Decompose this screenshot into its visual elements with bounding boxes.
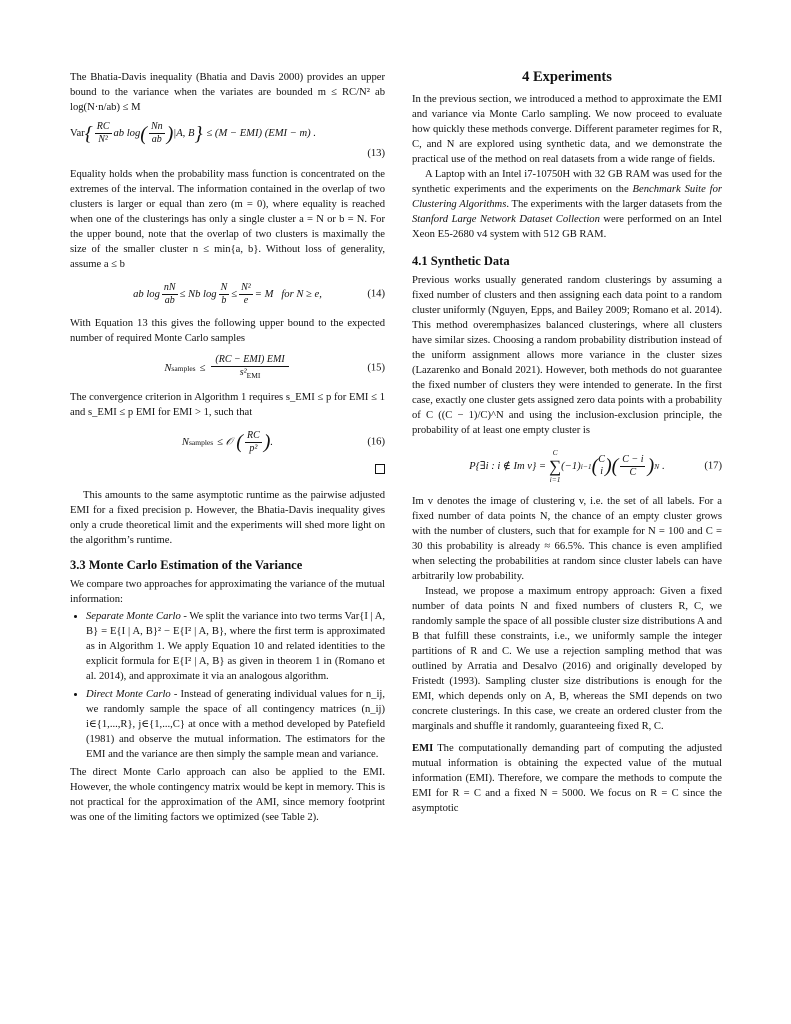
bullet-title: Direct Monte Carlo	[86, 689, 171, 700]
eq15-number: (15)	[367, 362, 385, 374]
eq15-lhs-sub: samples	[171, 363, 196, 373]
eq17-term: (−1)	[561, 460, 581, 472]
eq16-rel: ≤ 𝒪	[217, 436, 233, 448]
paragraph-eq13-bound: With Equation 13 this gives the following upper bound to the expected number of required Monte Carlo samples	[70, 318, 385, 344]
equation-13: Var { $\frac{RC}{\text{N²}}$ ab log ( $\frac{Nn}{ab}$ ) |A, B } ≤ (M − EMI) (EMI − m) . (13)	[70, 121, 385, 159]
benchmark-suite-link: Benchmark Suite for Clustering Algorithms	[412, 184, 722, 210]
paragraph-equality: Equality holds when the probability mass function is concentrated on the extremes of the interval. The information contained in the overlap of two clusters is larger or equal than zero (m = 0), where equality is reached when one of the clusterings has only a single cluster a = N or b = N. For the upper bound, note that the overlap of two clusters is maximally the size of the smaller cluster n ≤ min{a, b}. Without loss of generality, assume a ≤ b	[70, 169, 385, 270]
eq14-number: (14)	[367, 288, 385, 300]
eq13-number: (13)	[367, 148, 385, 159]
eq17-sum: C ∑ i=1	[549, 447, 562, 484]
bullet-text: - Instead of generating individual values for n_ij, we randomly sample the space of all contingency matrices (n_ij) i∈{1,...,R}, j∈{1,...,C} at once with a method developed by Patefield (1981) and observe the mutual information. The estimators for the EMI and the variance are then simply the sample mean and variance.	[86, 689, 385, 760]
eq13-mid: ab log	[113, 128, 141, 139]
equation-14	[70, 278, 385, 310]
paragraph-runtime: This amounts to the same asymptotic runtime as the pairwise adjusted EMI for a fixed precision p. However, the Bhatia-Davis inequality gives only a crude theoretical limit and the experiments will shed more light on the algorithm’s runtime.	[70, 490, 385, 546]
eq14-frac2: $\frac{N}{b}$	[220, 281, 228, 306]
eq13-rhs: ≤ (M − EMI) (EMI − m) .	[206, 128, 316, 139]
eq14-frac3: $\frac{\text{N²}}{e}$	[241, 281, 251, 306]
paragraph-compare: We compare two approaches for approximating the variance of the mutual information:	[70, 579, 385, 605]
list-item	[86, 609, 385, 684]
paragraph-bhatia-intro: The Bhatia-Davis inequality (Bhatia and Davis 2000) provides an upper bound to the variance when the variates are bounded m ≤ RC/N² ab log(N·n/ab) ≤ M	[70, 72, 385, 113]
eq17-lhs: P{∃i : i ∉ Im v} =	[469, 460, 547, 472]
eq17-number: (17)	[704, 460, 722, 472]
paragraph-synthetic: Previous works usually generated random clusterings by assuming a fixed number of clusters and then assigning each data point to a random cluster uniformly (Nguyen, Epps, and Bailey 2009; Romano et al. 2014). This method overemphasizes balanced clusterings, where all clusters have similar sizes. Choosing a random probability distribution instead of the uniform assignment allows more variance in the cluster sizes (Lazarenko and Bonald 2021). However, both methods do not guarantee the fixed number of clusters they were intended to generate. In the first case, exactly one cluster gets assigned zero data points with a probability of C ((C − 1)/C)^N and using the inclusion-exclusion principle, the probability of at least one empty cluster is	[412, 275, 722, 436]
left-column	[70, 70, 385, 825]
eq14-tail: = M for N ≥ e,	[254, 288, 322, 300]
section-4-1-title: 4.1 Synthetic Data	[412, 254, 510, 268]
section-3-3-title: 3.3 Monte Carlo Estimation of the Variance	[70, 558, 303, 572]
paragraph-image: Im v denotes the image of clustering v, i.e. the set of all labels. For a fixed number of data points N, the chance of an empty cluster grows with the number of clusters, such that for example for N = 100 and C = 30 this probability is already ≈ 66.5%. This chance is even amplified when selecting the probabilities at random since cluster labels can have arbitrarily low probability.	[412, 496, 722, 582]
eq13-cond: |A, B	[173, 128, 195, 139]
qed-box	[70, 464, 385, 474]
right-column	[412, 70, 722, 816]
eq13-lhs: Var	[70, 128, 85, 139]
eq16-tail: .	[270, 436, 274, 448]
eq16-number: (16)	[367, 436, 385, 448]
paragraph-emi: EMI The computationally demanding part of computing the adjusted mutual information is obtaining the expected value of the mutual information (EMI). Therefore, we compare the methods to compute the EMI for R = C and a fixed N = 5000. We focus on R = C since the asymptotic	[412, 743, 722, 814]
eq14-lead: ab log	[133, 288, 160, 300]
eq16-frac: $\frac{RC}{\text{p²}}$	[246, 429, 260, 454]
paragraph-convergence: The convergence criterion in Algorithm 1 requires s_EMI ≤ p for EMI ≤ 1 and s_EMI ≤ p EMI for EMI > 1, such that	[70, 392, 385, 418]
paragraph-direct: The direct Monte Carlo approach can also be applied to the EMI. However, the whole contingency matrix would be kept in memory. This is not practical for the approximation of the AMI, since memory footprint was one of the limiting factors we optimized (see Table 2).	[70, 767, 385, 823]
bullet-text: - We split the variance into two terms Var{I | A, B} = E{I | A, B}² − E{I² | A, B}, where the first term is approximated as in Algorithm 1. We apply Equation 10 and related identities to the explicit formula for E{I² | A, B} as given in theorem 1 in (Romano et al. 2014), and approximate it via an analogous algorithm.	[86, 611, 386, 682]
eq15-frac: $\frac{\text{(RC − EMI) EMI}}{s^2_{EMI}}$	[211, 354, 288, 382]
emi-run-in-head: EMI	[412, 743, 434, 754]
eq17-tail: .	[662, 460, 665, 472]
equation-17: P{∃i : i ∉ Im v} = C ∑ i=1 (−1) i−1 ( C i ) ( $\frac{C - i}{C}$ ) N . (17)	[469, 447, 722, 484]
eq13-frac2: $\frac{Nn}{ab}$	[150, 121, 163, 145]
eq17-binom: C i	[598, 454, 605, 477]
equation-16: N samples ≤ 𝒪 ( $\frac{RC}{\text{p²}}$ ) . (16)	[181, 429, 385, 454]
eq16-lhs-sub: samples	[188, 437, 214, 447]
paragraph-experiments-intro: In the previous section, we introduced a method to approximate the EMI and variance via Monte Carlo sampling. We now proceed to evaluate how quickly these methods converge. Different parameter regimes for R, C, and N are explored using synthetic data, and we demonstrate the practical use of the method on real datasets from a wide range of fields.	[412, 94, 722, 165]
eq14-mid2: ≤	[231, 288, 238, 300]
paragraph-maxent: Instead, we propose a maximum entropy approach: Given a fixed number of data points N and fixed numbers of clusters R, C, we randomly sample the space of all possible cluster size distributions A and B that fulfill these constraints, i.e., we uniformly sample the integer partitions of R and C. We use a rejection sampling method that was outlined by Arratia and Desalvo (2016) and originally developed by Fristedt (1993). Sampling cluster size distributions is enough for the EMI, which depends only on A, B, whereas the SMI depends on two concrete clusterings. In this case, we create an ordered cluster from the marginals and shuffle it randomly, guaranteeing fixed R, C.	[412, 586, 722, 732]
eq15-rel: ≤	[199, 362, 206, 374]
eq17-power: N	[654, 461, 660, 471]
section-4-title: 4 Experiments	[522, 69, 612, 85]
eq17-term-sup: i−1	[580, 461, 592, 471]
eq13-frac1: $\frac{RC}{\text{N²}}$	[96, 121, 110, 145]
approach-list	[70, 609, 385, 762]
eq15-lhs: N	[164, 362, 172, 374]
bullet-title: Separate Monte Carlo	[86, 611, 181, 622]
list-item	[86, 687, 385, 762]
equation-15	[70, 352, 385, 384]
eq16-lhs: N	[181, 436, 189, 448]
eq17-frac: $\frac{C - i}{C}$	[622, 453, 644, 478]
eq14-frac1: $\frac{nN}{ab}$	[163, 281, 176, 306]
stanford-collection-link: Stanford Large Network Dataset Collection	[412, 214, 600, 225]
eq14-mid1: ≤ Nb log	[179, 288, 217, 300]
paragraph-laptop: A Laptop with an Intel i7-10750H with 32 GB RAM was used for the synthetic experiments and the experiments on the Benchmark Suite for Clustering Algorithms. The experiments with the larger datasets from the Stanford Large Network Dataset Collection were performed on an Intel Xeon E5-2680 v4 system with 512 GB RAM.	[412, 169, 723, 240]
